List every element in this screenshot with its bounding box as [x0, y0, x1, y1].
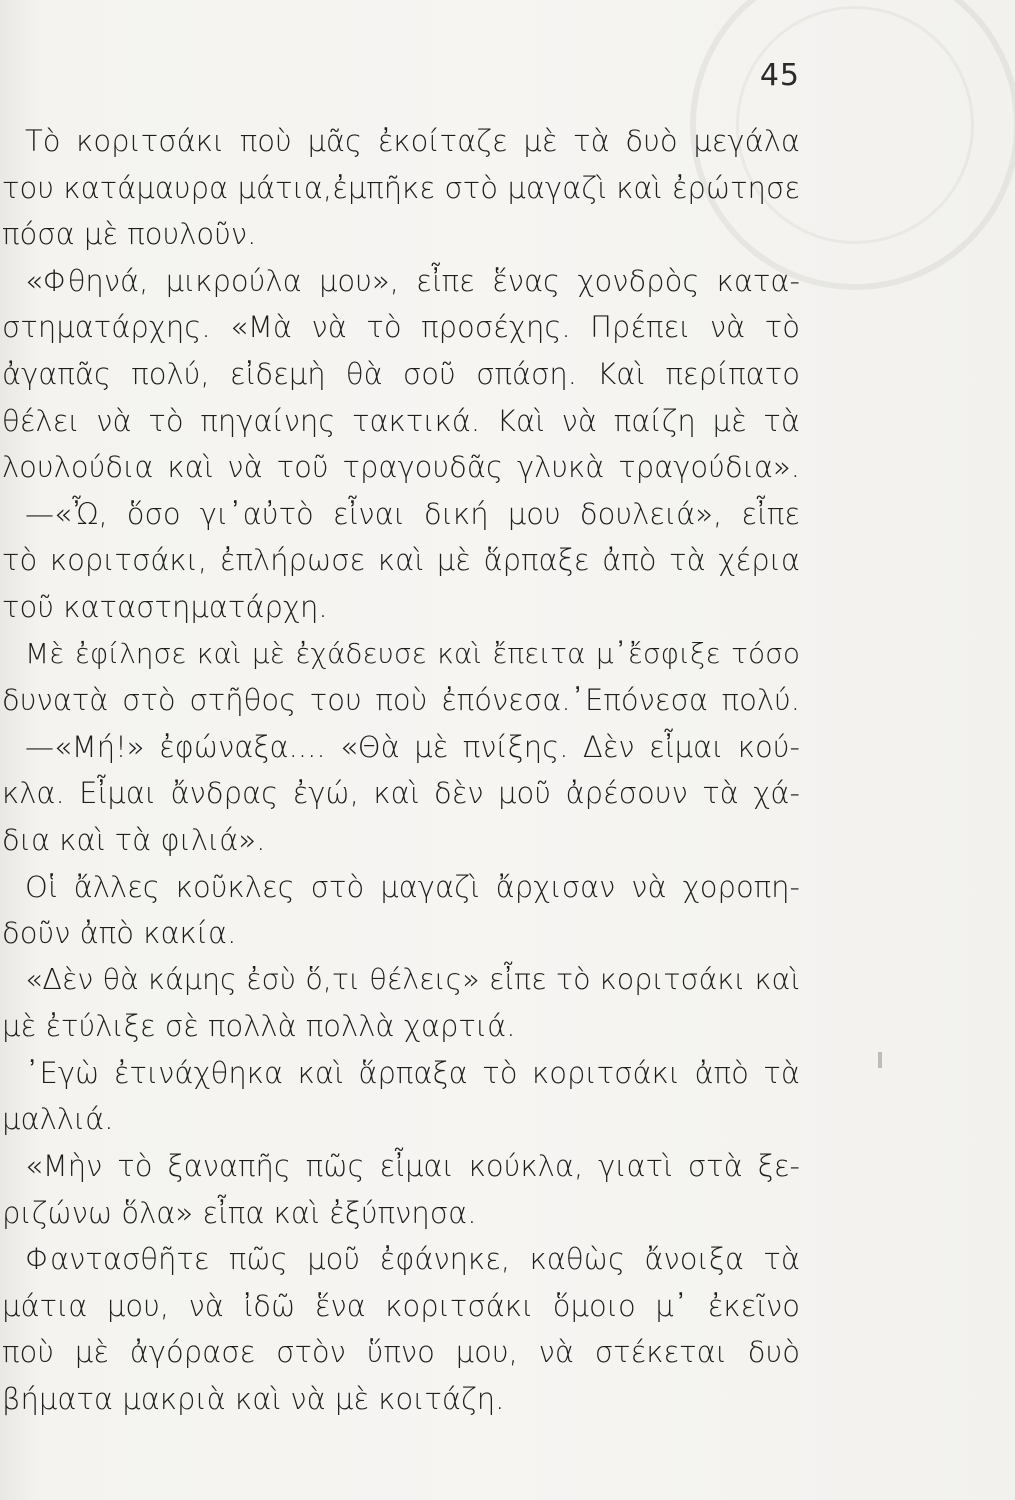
text-line [0, 957, 1015, 1004]
text-line-content: πόσα μὲ πουλοῦν. [2, 217, 257, 252]
text-line [0, 1236, 1015, 1283]
margin-mark [878, 1052, 882, 1068]
text-line-content: του κατάμαυρα μάτια,ἐμπῆκε στὸ μαγαζὶ καὶ ἐρώτησε [2, 170, 800, 205]
text-line [0, 910, 1015, 957]
text-line-content: στηματάρχης. «Μὰ νὰ τὸ προσέχης. Πρέπει νὰ τὸ [2, 310, 800, 345]
text-line [0, 1003, 1015, 1050]
text-line [0, 1329, 1015, 1376]
text-line-content: ἀγαπᾶς πολύ, εἰδεμὴ θὰ σοῦ σπάση. Καὶ περίπατο [2, 356, 800, 391]
text-line [0, 1050, 1015, 1097]
text-line-content: τὸ κοριτσάκι, ἐπλήρωσε καὶ μὲ ἅρπαξε ἀπὸ τὰ χέρια [2, 543, 800, 578]
text-line [0, 1283, 1015, 1330]
text-line-content: —«Μή!» ἐφώναξα.... «Θὰ μὲ πνίξης. Δὲν εἶμαι κού- [25, 729, 800, 764]
text-line [0, 165, 1015, 212]
text-line-content: δια καὶ τὰ φιλιά». [2, 822, 266, 857]
text-line [0, 304, 1015, 351]
text-line-content: δοῦν ἀπὸ κακία. [2, 916, 237, 951]
text-line-content: λουλούδια καὶ νὰ τοῦ τραγουδᾶς γλυκὰ τραγούδια». [2, 450, 800, 485]
text-line-content: Οἱ ἄλλες κοῦκλες στὸ μαγαζὶ ἄρχισαν νὰ χοροπη- [25, 869, 800, 904]
body-text [0, 118, 1015, 1423]
page-number: 45 [759, 58, 800, 93]
text-line [0, 537, 1015, 584]
text-line [0, 770, 1015, 817]
text-line [0, 631, 1015, 678]
text-line-content: «Φθηνά, μικρούλα μου», εἶπε ἕνας χονδρὸς κατα- [25, 263, 800, 298]
text-line-content: ᾽Εγὼ ἐτινάχθηκα καὶ ἅρπαξα τὸ κοριτσάκι ἀπὸ τὰ [25, 1055, 800, 1090]
text-line-content: —«Ὦ, ὅσο γι᾽αὐτὸ εἶναι δική μου δουλειά», εἶπε [25, 496, 800, 531]
text-line [0, 724, 1015, 771]
text-line [0, 1096, 1015, 1143]
text-line-content: θέλει νὰ τὸ πηγαίνης τακτικά. Καὶ νὰ παίζη μὲ τὰ [2, 403, 800, 438]
text-line [0, 211, 1015, 258]
text-line-content: βήματα μακριὰ καὶ νὰ μὲ κοιτάζη. [2, 1382, 505, 1417]
text-line [0, 258, 1015, 305]
text-line-content: μὲ ἐτύλιξε σὲ πολλὰ πολλὰ χαρτιά. [2, 1009, 516, 1044]
text-line-content: μαλλιά. [2, 1102, 114, 1137]
text-line-content: ριζώνω ὅλα» εἶπα καὶ ἐξύπνησα. [2, 1195, 477, 1230]
text-line-content: Φαντασθῆτε πῶς μοῦ ἐφάνηκε, καθὼς ἄνοιξα τὰ [25, 1242, 800, 1277]
text-line-content: τοῦ καταστηματάρχη. [2, 589, 328, 624]
text-line-content: δυνατὰ στὸ στῆθος του ποὺ ἐπόνεσα.᾽Επόνεσα πολύ. [2, 683, 800, 718]
text-line [0, 584, 1015, 631]
text-line [0, 864, 1015, 911]
text-line-content: Τὸ κοριτσάκι ποὺ μᾶς ἐκοίταζε μὲ τὰ δυὸ μεγάλα [25, 124, 800, 158]
text-line-content: ποὺ μὲ ἀγόρασε στὸν ὕπνο μου, νὰ στέκεται δυὸ [2, 1335, 800, 1370]
text-line [0, 677, 1015, 724]
text-line [0, 351, 1015, 398]
text-line-content: μάτια μου, νὰ ἰδῶ ἕνα κοριτσάκι ὅμοιο μ᾽ ἐκεῖνο [2, 1288, 800, 1323]
text-line-content: «Μὴν τὸ ξαναπῆς πῶς εἶμαι κούκλα, γιατὶ στὰ ξε- [25, 1149, 800, 1184]
text-line [0, 444, 1015, 491]
text-line [0, 1376, 1015, 1423]
text-line-content: κλα. Εἶμαι ἄνδρας ἐγώ, καὶ δὲν μοῦ ἀρέσουν τὰ χά- [2, 776, 800, 811]
text-line [0, 1143, 1015, 1190]
text-line-content: Μὲ ἐφίλησε καὶ μὲ ἐχάδευσε καὶ ἔπειτα μ᾽ἔσφιξε τόσο [25, 636, 800, 670]
text-line [0, 491, 1015, 538]
text-line-content: «Δὲν θὰ κάμης ἐσὺ ὅ,τι θέλεις» εἶπε τὸ κοριτσάκι καὶ [25, 962, 800, 996]
text-line [0, 1190, 1015, 1237]
text-line [0, 118, 1015, 165]
text-line [0, 398, 1015, 445]
text-line [0, 817, 1015, 864]
